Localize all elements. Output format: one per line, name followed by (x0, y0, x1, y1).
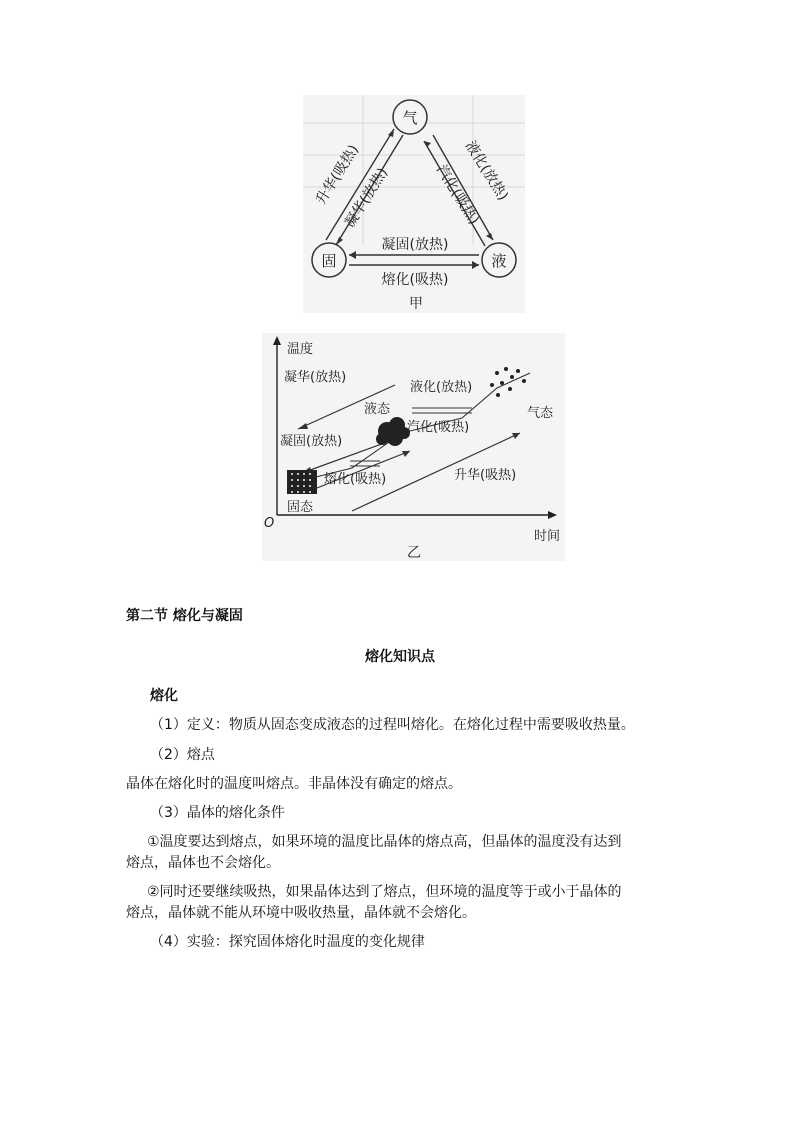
caption-a: 甲 (409, 296, 423, 312)
label-b-liquefaction: 液化(放热) (410, 380, 473, 395)
gas-particles (490, 367, 526, 397)
label-b-solid: 固态 (287, 500, 314, 515)
label-sublimation: 升华(吸热) (313, 142, 363, 208)
paragraph-condition-2-line-1: ②同时还要继续吸热，如果晶体达到了熔点，但环境的温度等于或小于晶体的 (147, 884, 622, 900)
label-b-melting: 熔化(吸热) (324, 472, 387, 487)
paragraph-condition-2-line-2: 熔点，晶体就不能从环境中吸收热量，晶体就不会熔化。 (126, 905, 476, 921)
label-b-vaporization: 汽化(吸热) (407, 420, 470, 435)
liquid-particles (376, 417, 410, 446)
label-b-sublimation: 升华(吸热) (454, 468, 517, 483)
node-liquid: 液 (491, 252, 507, 270)
paragraph-melting-point: 晶体在熔化时的温度叫熔点。非晶体没有确定的熔点。 (126, 776, 462, 792)
origin-label: O (264, 516, 275, 531)
paragraph-condition-1-line-1: ①温度要达到熔点，如果环境的温度比晶体的熔点高，但晶体的温度没有达到 (147, 834, 622, 850)
caption-b: 乙 (407, 545, 421, 561)
label-b-gas: 气态 (527, 406, 554, 421)
phase-temperature-svg (262, 333, 565, 561)
label-b-desublimation: 凝华(放热) (284, 370, 347, 385)
label-liquefaction: 液化(放热) (461, 138, 511, 204)
x-axis-label: 时间 (534, 529, 561, 544)
paragraph-definition: （1）定义：物质从固态变成液态的过程叫熔化。在熔化过程中需要吸收热量。 (150, 717, 635, 733)
phase-change-triangle-figure (303, 95, 525, 313)
paragraph-condition-1-line-2: 熔点，晶体也不会熔化。 (126, 855, 280, 871)
node-solid: 固 (321, 252, 337, 270)
phase-triangle-svg (303, 95, 525, 313)
section-heading: 第二节 熔化与凝固 (126, 608, 243, 624)
label-b-liquid: 液态 (364, 402, 391, 417)
label-b-solidification: 凝固(放热) (280, 434, 343, 449)
paragraph-experiment: （4）实验：探究固体熔化时温度的变化规律 (150, 934, 425, 950)
phase-change-temperature-figure (262, 333, 565, 561)
label-desublimation: 凝华(放热) (342, 165, 392, 231)
sub-heading: 熔化 (150, 688, 178, 704)
label-solidification: 凝固(放热) (381, 237, 449, 253)
center-title: 熔化知识点 (365, 649, 435, 665)
node-gas: 气 (402, 109, 418, 127)
paragraph-melting-point-heading: （2）熔点 (150, 747, 215, 763)
label-melting: 熔化(吸热) (381, 272, 449, 288)
paragraph-conditions-heading: （3）晶体的熔化条件 (150, 805, 285, 821)
y-axis-label: 温度 (287, 342, 314, 357)
label-vaporization: 汽化(吸热) (432, 162, 482, 228)
